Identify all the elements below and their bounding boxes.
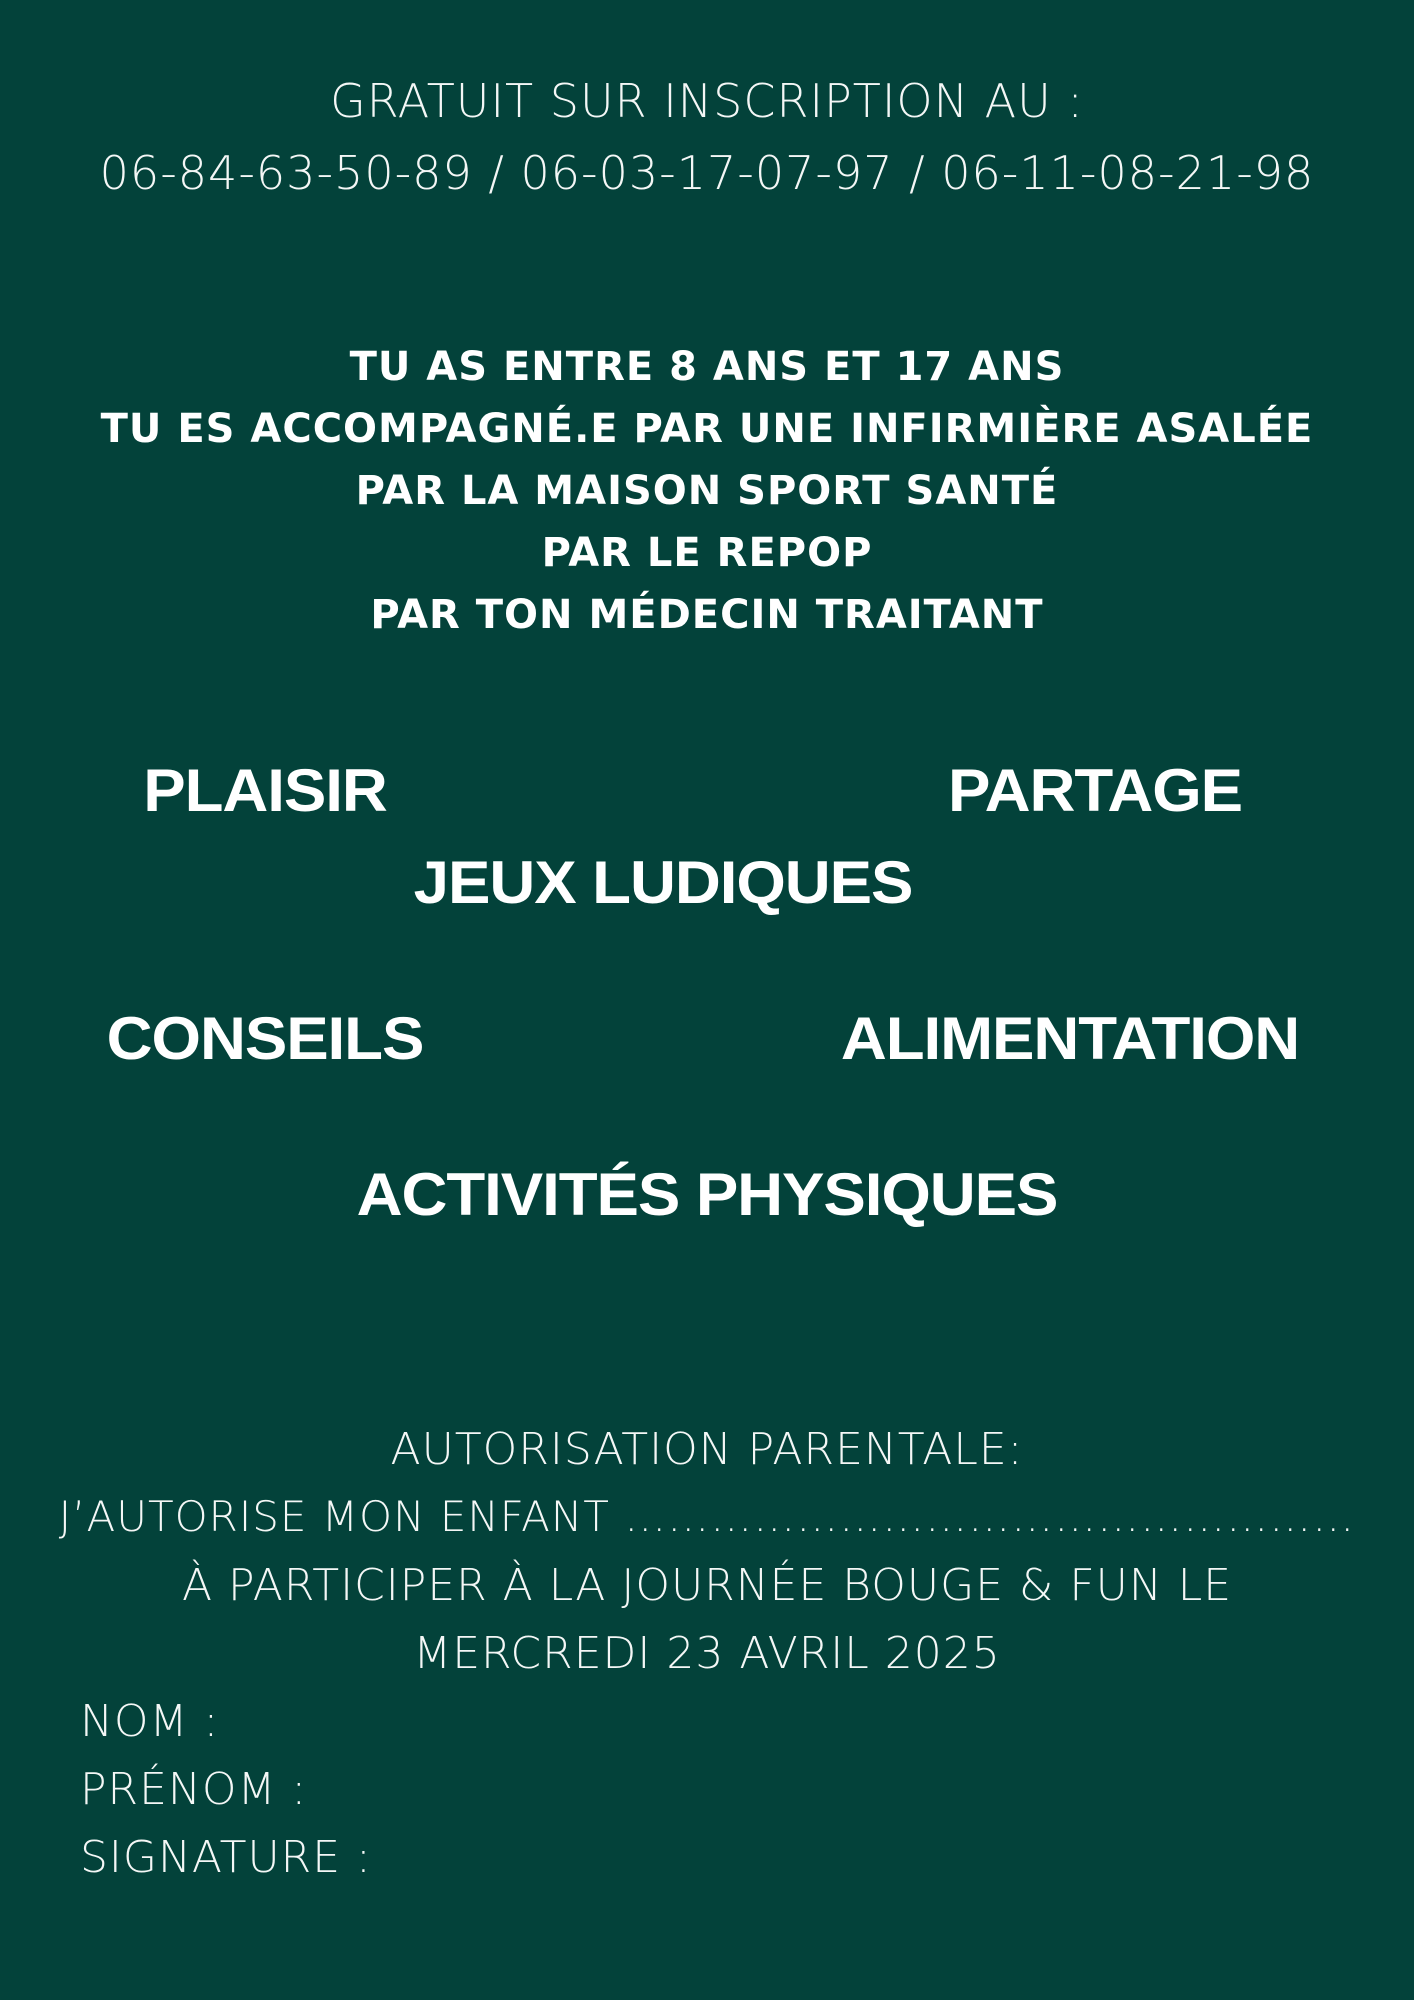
- eligibility-repop: PAR LE REPOP: [541, 530, 873, 576]
- keyword-jeux-ludiques: JEUX LUDIQUES: [413, 849, 913, 916]
- keyword-alimentation: ALIMENTATION: [840, 1005, 1300, 1072]
- eligibility-age: TU AS ENTRE 8 ANS ET 17 ANS: [349, 344, 1065, 390]
- eligibility-medecin: PAR TON MÉDECIN TRAITANT: [370, 592, 1044, 638]
- registration-title: GRATUIT SUR INSCRIPTION AU :: [330, 74, 1084, 128]
- signature-field-label: SIGNATURE :: [80, 1832, 372, 1883]
- authorization-event-line: À PARTICIPER À LA JOURNÉE BOUGE & FUN LE: [181, 1560, 1233, 1611]
- authorization-date: MERCREDI 23 AVRIL 2025: [413, 1628, 1001, 1679]
- eligibility-asalee: TU ES ACCOMPAGNÉ.E PAR UNE INFIRMIÈRE ASALÉE: [100, 406, 1314, 452]
- keyword-plaisir: PLAISIR: [143, 757, 387, 824]
- prenom-field-label: PRÉNOM :: [80, 1764, 308, 1815]
- nom-field-label: NOM :: [80, 1696, 220, 1747]
- keyword-conseils: CONSEILS: [106, 1005, 424, 1072]
- eligibility-maison-sport-sante: PAR LA MAISON SPORT SANTÉ: [355, 468, 1059, 514]
- authorization-title: AUTORISATION PARENTALE:: [390, 1424, 1024, 1475]
- authorization-child-line: J’AUTORISE MON ENFANT ……………………………………………: [58, 1492, 1356, 1541]
- registration-phone-numbers: 06-84-63-50-89 / 06-03-17-07-97 / 06-11-08-21-98: [99, 146, 1315, 200]
- keyword-activites-physiques: ACTIVITÉS PHYSIQUES: [356, 1161, 1058, 1228]
- keyword-partage: PARTAGE: [947, 757, 1243, 824]
